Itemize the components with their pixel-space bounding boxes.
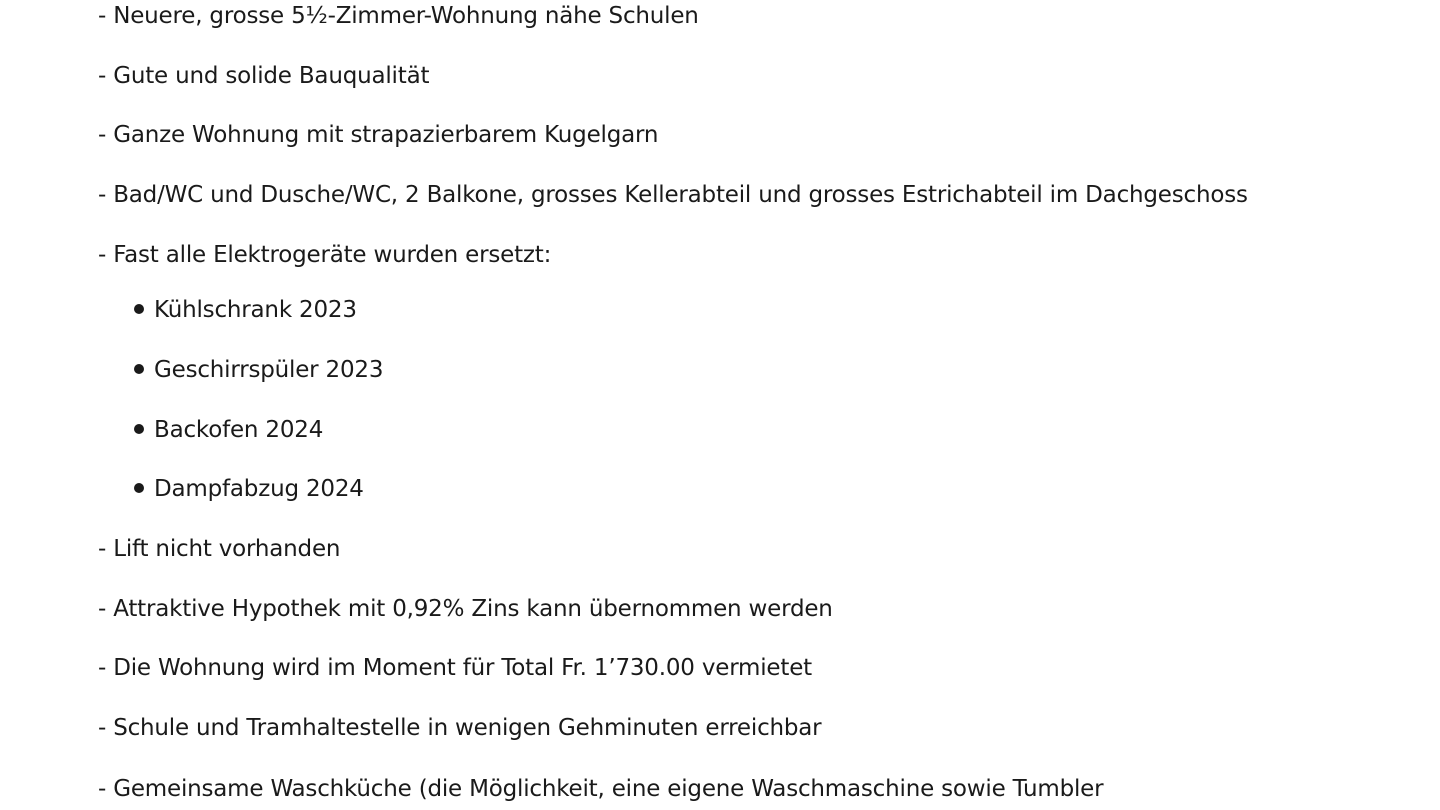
sub-list-item — [134, 295, 357, 325]
bullet-icon — [134, 364, 144, 374]
list-item: - Bad/WC und Dusche/WC, 2 Balkone, grosses Kellerabteil und grosses Estrichabteil im Dachgeschoss — [98, 182, 1248, 208]
appliance-label: Backofen 2024 — [154, 417, 324, 443]
sub-list-item — [134, 474, 364, 504]
bullet-icon — [134, 304, 144, 314]
appliance-label: Kühlschrank 2023 — [154, 297, 357, 323]
list-item: - Gemeinsame Waschküche (die Möglichkeit, eine eigene Waschmaschine sowie Tumbler — [98, 776, 1104, 802]
list-item: - Schule und Tramhaltestelle in wenigen Gehminuten erreichbar — [98, 715, 822, 741]
list-item: - Neuere, grosse 5½-Zimmer-Wohnung nähe Schulen — [98, 3, 699, 29]
list-item: - Fast alle Elektrogeräte wurden ersetzt: — [98, 242, 552, 268]
list-item: - Die Wohnung wird im Moment für Total Fr. 1’730.00 vermietet — [98, 655, 812, 681]
list-item: - Gute und solide Bauqualität — [98, 63, 430, 89]
list-item: - Ganze Wohnung mit strapazierbarem Kugelgarn — [98, 122, 659, 148]
bullet-icon — [134, 424, 144, 434]
appliance-label: Dampfabzug 2024 — [154, 476, 364, 502]
list-item: - Attraktive Hypothek mit 0,92% Zins kann übernommen werden — [98, 596, 833, 622]
appliance-label: Geschirrspüler 2023 — [154, 357, 384, 383]
bullet-icon — [134, 483, 144, 493]
sub-list-item — [134, 415, 323, 445]
sub-list-item — [134, 355, 383, 385]
list-item: - Lift nicht vorhanden — [98, 536, 341, 562]
